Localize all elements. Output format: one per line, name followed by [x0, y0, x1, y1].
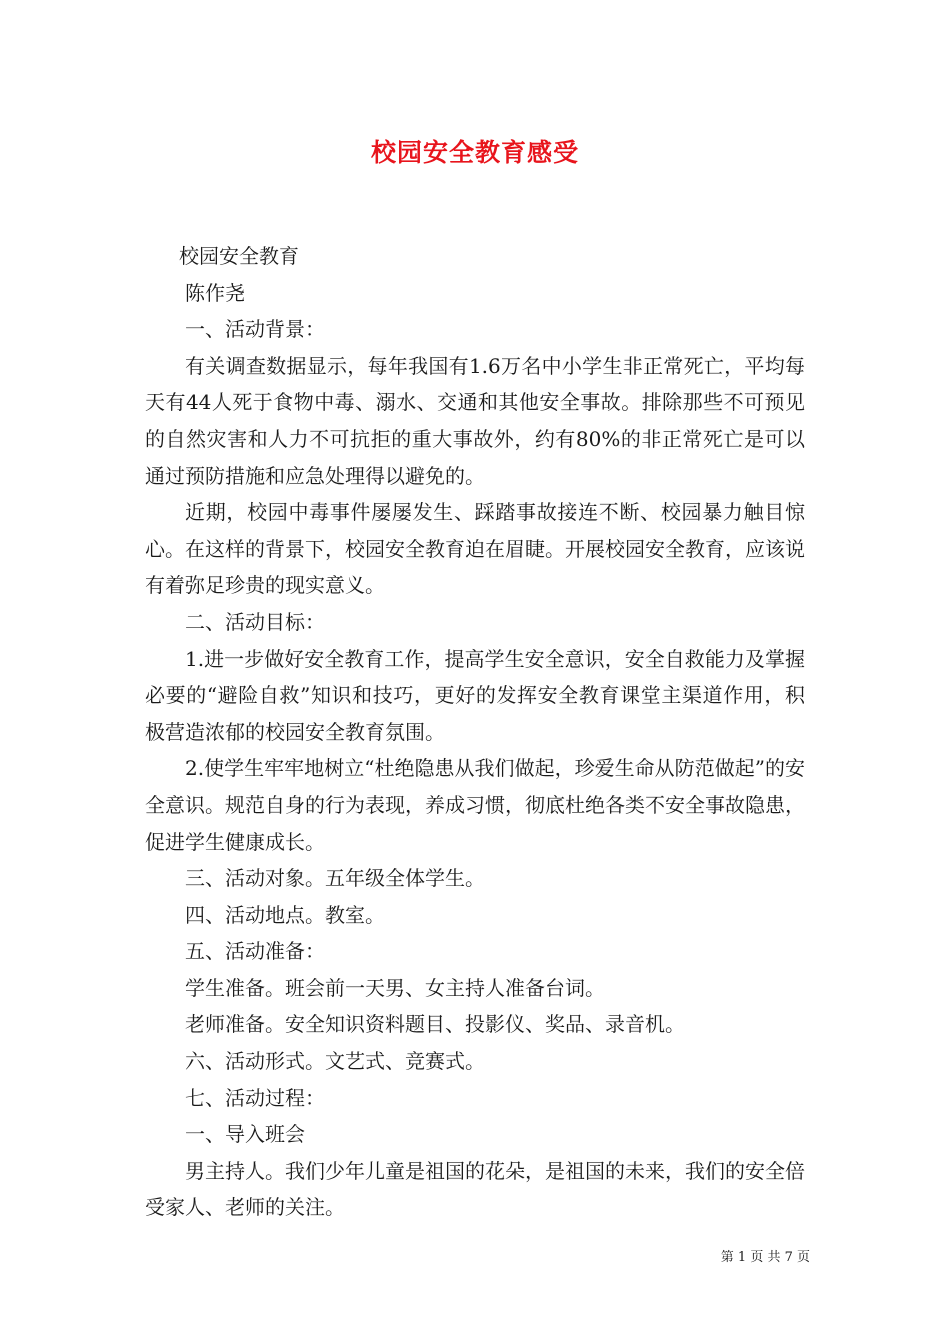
- paragraph-heading-intro: 一、导入班会: [185, 1122, 305, 1147]
- paragraph: 三、活动对象。五年级全体学生。: [185, 866, 485, 891]
- paragraph-author: 陈作尧: [185, 280, 245, 305]
- paragraph: 学生准备。班会前一天男、女主持人准备台词。: [185, 975, 605, 1000]
- paragraph: 老师准备。安全知识资料题目、投影仪、奖品、录音机。: [185, 1012, 685, 1037]
- paragraph-heading-process: 七、活动过程：: [185, 1085, 325, 1110]
- document-title: 校园安全教育感受: [370, 138, 579, 167]
- paragraph: 近期，校园中毒事件屡屡发生、踩踏事故接连不断、校园暴力触目惊心。在这样的背景下，校园安全教育迫在眉睫。开展校园安全教育，应该说有着弥足珍贵的现实意义。: [145, 500, 805, 598]
- paragraph-heading-background: 一、活动背景：: [185, 317, 325, 342]
- paragraph: 男主持人。我们少年儿童是祖国的花朵，是祖国的未来，我们的安全倍受家人、老师的关注。: [145, 1158, 805, 1220]
- document-body: [145, 238, 805, 1226]
- paragraph-heading-goals: 二、活动目标：: [185, 609, 325, 634]
- paragraph-heading-preparation: 五、活动准备：: [185, 939, 325, 964]
- paragraph-subtitle: 校园安全教育: [179, 244, 299, 268]
- paragraph: 2.使学生牢牢地树立“杜绝隐患从我们做起，珍爱生命从防范做起”的安全意识。规范自身的行为表现，养成习惯，彻底杜绝各类不安全事故隐患，促进学生健康成长。: [145, 756, 805, 854]
- paragraph: 有关调查数据显示，每年我国有1.6万名中小学生非正常死亡，平均每天有44人死于食物中毒、溺水、交通和其他安全事故。排除那些不可预见的自然灾害和人力不可抗拒的重大事故外，约有80%的非正常死亡是可以通过预防措施和应急处理得以避免的。: [145, 353, 805, 488]
- paragraph: 1.进一步做好安全教育工作，提高学生安全意识，安全自救能力及掌握必要的“避险自救”知识和技巧，更好的发挥安全教育课堂主渠道作用，积极营造浓郁的校园安全教育氛围。: [145, 646, 805, 744]
- paragraph: 四、活动地点。教室。: [185, 902, 385, 927]
- paragraph: 六、活动形式。文艺式、竞赛式。: [185, 1049, 485, 1074]
- page-number: 第 1 页 共 7 页: [720, 1250, 810, 1265]
